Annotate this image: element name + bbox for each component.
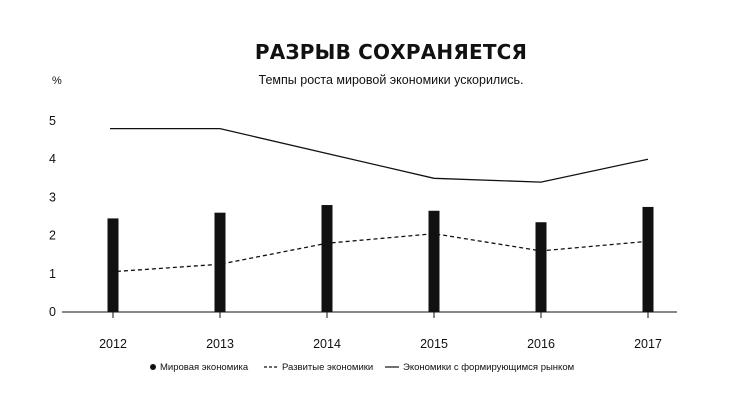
bar (429, 211, 440, 312)
bar (643, 207, 654, 312)
y-tick-label: 2 (49, 228, 56, 243)
legend-label: Развитые экономики (282, 362, 374, 373)
y-tick-label: 5 (49, 114, 56, 128)
chart-title: РАЗРЫВ СОХРАНЯЕТСЯ (254, 40, 528, 64)
x-tick-label: 2015 (420, 337, 448, 351)
chart-subtitle: Темпы роста мировой экономики ускорились. (258, 73, 524, 87)
x-tick-label: 2016 (527, 337, 555, 351)
legend-label: Экономики с формирующимся рынком (403, 362, 575, 373)
legend-dot-marker (150, 364, 156, 370)
bar (322, 205, 333, 312)
x-tick-label: 2012 (99, 337, 127, 351)
x-tick-label: 2013 (206, 337, 234, 351)
legend-label: Мировая экономика (160, 362, 249, 373)
bar (108, 218, 119, 312)
series-line-solid (110, 129, 648, 182)
x-tick-label: 2017 (634, 337, 662, 351)
y-tick-label: 0 (49, 305, 56, 319)
bar (536, 222, 547, 312)
bar (215, 213, 226, 312)
y-axis-unit: % (52, 75, 62, 87)
y-tick-label: 1 (49, 266, 56, 281)
series-line-dashed (110, 234, 648, 272)
y-tick-label: 3 (49, 190, 56, 205)
x-tick-label: 2014 (313, 337, 341, 351)
y-tick-label: 4 (49, 152, 56, 167)
